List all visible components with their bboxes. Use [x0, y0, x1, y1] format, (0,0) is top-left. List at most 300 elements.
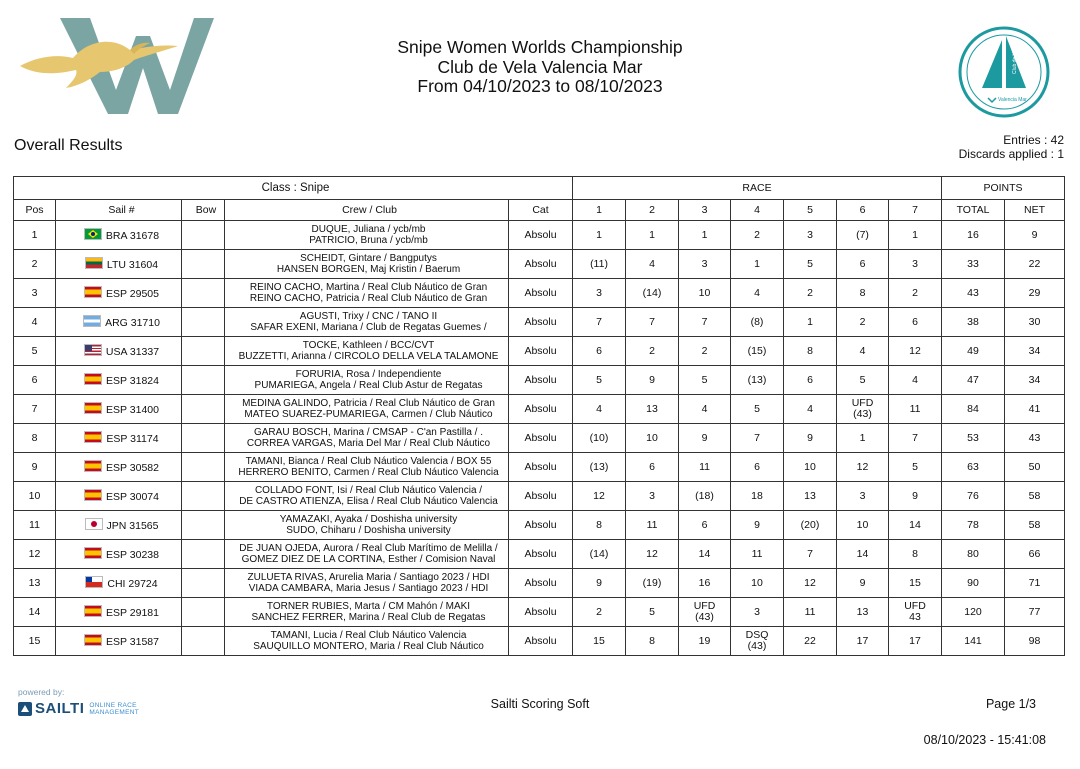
cat-cell: Absolu — [509, 424, 573, 453]
header-race-4: 4 — [731, 200, 784, 221]
net-cell: 77 — [1005, 598, 1065, 627]
sail-number: ARG 31710 — [105, 317, 160, 329]
crew-name: MATEO SUAREZ-PUMARIEGA, Carmen / Club Náutico — [244, 409, 493, 420]
bow-cell — [182, 482, 225, 511]
race-score-value: 22 — [804, 634, 816, 647]
race-score-value: 2 — [649, 344, 655, 357]
crew-cell — [225, 627, 509, 656]
bow-cell — [182, 308, 225, 337]
race-score-value: 7 — [596, 315, 602, 328]
race-4-score — [731, 337, 784, 366]
helm-name: TOCKE, Kathleen / BCC/CVT — [302, 340, 435, 351]
race-7-score — [889, 337, 942, 366]
race-5-score — [784, 598, 837, 627]
race-1-score — [573, 598, 626, 627]
race-4-score — [731, 221, 784, 250]
race-score-value: 14 — [856, 547, 869, 560]
total-cell: 49 — [942, 337, 1005, 366]
sail-number: ESP 29505 — [106, 288, 159, 300]
race-5-score — [784, 279, 837, 308]
race-4-score — [731, 453, 784, 482]
table-row — [14, 511, 1065, 540]
race-score-value: 10 — [804, 460, 816, 473]
race-6-score — [837, 569, 889, 598]
helm-name: ZULUETA RIVAS, Arurelia Maria / Santiago 2023 / HDI — [247, 572, 490, 583]
pos-cell: 15 — [14, 627, 56, 656]
race-1-score — [573, 250, 626, 279]
race-score-value: 6 — [701, 518, 708, 531]
race-score-value: (14) — [589, 547, 609, 560]
pos-cell: 12 — [14, 540, 56, 569]
helm-name: AGUSTI, Trixy / CNC / TANO II — [299, 311, 438, 322]
cat-cell: Absolu — [509, 482, 573, 511]
race-score-value: (10) — [589, 431, 609, 444]
race-score-value: 11 — [751, 547, 763, 560]
header-race-1: 1 — [573, 200, 626, 221]
net-cell: 50 — [1005, 453, 1065, 482]
net-cell: 22 — [1005, 250, 1065, 279]
jpn-flag-icon — [85, 518, 103, 530]
race-4-score — [731, 598, 784, 627]
net-cell: 34 — [1005, 337, 1065, 366]
race-score-value: 5 — [754, 402, 760, 415]
race-2-score — [626, 395, 679, 424]
header-pos: Pos — [14, 200, 56, 221]
race-score-value: 10 — [698, 286, 711, 299]
race-1-score — [573, 627, 626, 656]
race-score-value: 15 — [909, 576, 921, 589]
bow-cell — [182, 540, 225, 569]
race-6-score — [837, 366, 889, 395]
header-net: NET — [1005, 200, 1065, 221]
race-3-score — [679, 395, 731, 424]
race-3-score — [679, 221, 731, 250]
race-7-score — [889, 540, 942, 569]
race-score-value: 6 — [912, 315, 918, 328]
cat-cell: Absolu — [509, 250, 573, 279]
helm-name: TORNER RUBIES, Marta / CM Mahón / MAKI — [266, 601, 471, 612]
cat-cell: Absolu — [509, 395, 573, 424]
total-cell: 78 — [942, 511, 1005, 540]
race-score-value: 5 — [859, 373, 866, 386]
pos-cell: 9 — [14, 453, 56, 482]
table-row — [14, 569, 1065, 598]
esp-flag-icon — [84, 373, 102, 385]
pos-cell: 3 — [14, 279, 56, 308]
race-7-score — [889, 424, 942, 453]
table-row — [14, 250, 1065, 279]
powered-by-block — [18, 687, 148, 717]
bow-cell — [182, 453, 225, 482]
race-7-score — [889, 279, 942, 308]
race-2-score — [626, 511, 679, 540]
table-row — [14, 453, 1065, 482]
net-cell: 58 — [1005, 511, 1065, 540]
crew-cell — [225, 221, 509, 250]
race-group-header: RACE — [573, 177, 942, 200]
bow-cell — [182, 279, 225, 308]
ltu-flag-icon — [85, 257, 103, 269]
bow-cell — [182, 366, 225, 395]
race-3-score — [679, 627, 731, 656]
esp-flag-icon — [84, 605, 102, 617]
bow-cell — [182, 395, 225, 424]
entries-count: Entries : 42 — [1003, 133, 1064, 147]
header-race-5: 5 — [784, 200, 837, 221]
race-score-value: 2 — [754, 228, 760, 241]
race-5-score — [784, 308, 837, 337]
race-5-score — [784, 424, 837, 453]
bow-cell — [182, 598, 225, 627]
race-5-score — [784, 395, 837, 424]
sail-number: ESP 31824 — [106, 375, 159, 387]
race-score-value: 9 — [649, 373, 655, 386]
race-score-value: 1 — [859, 431, 866, 444]
race-1-score — [573, 482, 626, 511]
race-2-score — [626, 482, 679, 511]
race-5-score — [784, 337, 837, 366]
race-4-score — [731, 511, 784, 540]
race-score-value: 19 — [698, 634, 711, 647]
sail-number: ESP 30238 — [106, 549, 159, 561]
race-5-score — [784, 511, 837, 540]
race-score-value: 3 — [596, 286, 602, 299]
race-7-score — [889, 395, 942, 424]
net-cell: 41 — [1005, 395, 1065, 424]
helm-name: FORURIA, Rosa / Independiente — [295, 369, 442, 380]
crew-cell — [225, 308, 509, 337]
w-bird-logo-icon — [18, 14, 218, 118]
race-score-value: 10 — [646, 431, 658, 444]
race-score-points: (43) — [853, 408, 872, 420]
esp-flag-icon — [84, 547, 102, 559]
helm-name: TAMANI, Lucia / Real Club Náutico Valencia — [270, 630, 467, 641]
cat-cell: Absolu — [509, 308, 573, 337]
esp-flag-icon — [84, 634, 102, 646]
race-score-value: DSQ — [745, 629, 769, 641]
total-cell: 63 — [942, 453, 1005, 482]
race-score-value: UFD — [904, 600, 926, 612]
pos-cell: 13 — [14, 569, 56, 598]
total-cell: 84 — [942, 395, 1005, 424]
race-score-value: (19) — [642, 576, 662, 589]
sail-cell — [56, 627, 182, 656]
race-1-score — [573, 511, 626, 540]
race-score-value: (8) — [750, 315, 764, 328]
race-6-score — [837, 308, 889, 337]
race-score-value: 7 — [649, 315, 655, 328]
race-3-score — [679, 308, 731, 337]
championship-logo — [18, 14, 218, 118]
race-3-score — [679, 540, 731, 569]
table-header-row — [14, 200, 1065, 221]
header-sail: Sail # — [56, 200, 182, 221]
race-2-score — [626, 279, 679, 308]
sail-cell — [56, 366, 182, 395]
sail-cell — [56, 308, 182, 337]
race-score-value: 6 — [859, 257, 866, 270]
race-score-points: 43 — [909, 611, 921, 623]
race-score-value: 9 — [596, 576, 602, 589]
crew-name: SANCHEZ FERRER, Marina / Real Club de Regatas — [251, 612, 486, 623]
race-score-value: (20) — [800, 518, 820, 531]
table-row — [14, 279, 1065, 308]
cat-cell: Absolu — [509, 366, 573, 395]
bow-cell — [182, 221, 225, 250]
sail-cell — [56, 598, 182, 627]
sailti-icon — [18, 702, 32, 716]
race-2-score — [626, 308, 679, 337]
print-datetime: 08/10/2023 - 15:41:08 — [923, 733, 1046, 747]
race-4-score — [731, 482, 784, 511]
race-1-score — [573, 540, 626, 569]
helm-name: TAMANI, Bianca / Real Club Náutico Valencia / BOX 55 — [245, 456, 492, 467]
race-score-value: 9 — [859, 576, 866, 589]
race-score-value: (18) — [695, 489, 714, 502]
race-score-value: 9 — [807, 431, 813, 444]
race-5-score — [784, 221, 837, 250]
race-3-score — [679, 250, 731, 279]
sailti-tagline-1: ONLINE RACE — [89, 701, 137, 709]
pos-cell: 8 — [14, 424, 56, 453]
race-score-value: 2 — [912, 286, 918, 299]
race-score-value: 14 — [909, 518, 921, 531]
sail-cell — [56, 250, 182, 279]
race-6-score — [837, 424, 889, 453]
race-score-value: 15 — [593, 634, 605, 647]
usa-flag-icon — [84, 344, 102, 356]
race-score-value: 6 — [754, 460, 760, 473]
race-4-score — [731, 627, 784, 656]
race-score-value: 1 — [912, 228, 918, 241]
race-score-value: 17 — [909, 634, 921, 647]
race-1-score — [573, 337, 626, 366]
race-3-score — [679, 366, 731, 395]
results-table — [13, 176, 1065, 656]
net-cell: 58 — [1005, 482, 1065, 511]
race-score-value: 1 — [754, 257, 760, 270]
club-logo-subtext: Valencia Mar — [998, 97, 1027, 103]
total-cell: 141 — [942, 627, 1005, 656]
race-6-score — [837, 482, 889, 511]
race-score-value: UFD — [693, 600, 716, 612]
cat-cell: Absolu — [509, 627, 573, 656]
net-cell: 9 — [1005, 221, 1065, 250]
table-group-header-row — [14, 177, 1065, 200]
crew-cell — [225, 250, 509, 279]
race-score-value: 2 — [807, 286, 813, 299]
helm-name: COLLADO FONT, Isi / Real Club Náutico Valencia / — [254, 485, 483, 496]
race-5-score — [784, 540, 837, 569]
race-score-value: 3 — [859, 489, 866, 502]
race-4-score — [731, 279, 784, 308]
race-4-score — [731, 569, 784, 598]
race-score-value: 5 — [596, 373, 602, 386]
total-cell: 76 — [942, 482, 1005, 511]
race-6-score — [837, 598, 889, 627]
race-score-value: 3 — [754, 605, 760, 618]
crew-name: DE CASTRO ATIENZA, Elisa / Real Club Náutico Valencia — [239, 496, 498, 507]
net-cell: 66 — [1005, 540, 1065, 569]
net-cell: 71 — [1005, 569, 1065, 598]
header-cat: Cat — [509, 200, 573, 221]
sail-cell — [56, 569, 182, 598]
race-score-value: 7 — [912, 431, 918, 444]
race-6-score — [837, 250, 889, 279]
race-score-value: 4 — [859, 344, 866, 357]
event-title: Snipe Women Worlds Championship — [397, 37, 683, 57]
header-bow: Bow — [182, 200, 225, 221]
race-4-score — [731, 250, 784, 279]
cat-cell: Absolu — [509, 540, 573, 569]
race-score-value: 3 — [649, 489, 655, 502]
header-race-2: 2 — [626, 200, 679, 221]
race-score-value: 11 — [804, 605, 816, 618]
race-2-score — [626, 366, 679, 395]
class-label: Class : Snipe — [14, 177, 573, 200]
esp-flag-icon — [84, 460, 102, 472]
crew-cell — [225, 395, 509, 424]
total-cell: 120 — [942, 598, 1005, 627]
race-score-value: 8 — [649, 634, 655, 647]
race-score-value: (15) — [747, 344, 767, 357]
document-header — [340, 38, 740, 97]
venue-title: Club de Vela Valencia Mar — [437, 56, 643, 77]
pos-cell: 6 — [14, 366, 56, 395]
scoring-software: Sailti Scoring Soft — [490, 697, 590, 711]
results-title: Overall Results — [14, 137, 123, 154]
race-score-points: (43) — [695, 611, 714, 623]
header-race-7: 7 — [889, 200, 942, 221]
header-crew: Crew / Club — [225, 200, 509, 221]
cat-cell: Absolu — [509, 337, 573, 366]
race-score-value: 8 — [807, 344, 813, 357]
race-score-value: 4 — [649, 257, 655, 270]
race-4-score — [731, 395, 784, 424]
race-5-score — [784, 627, 837, 656]
club-vela-valencia-mar-logo-icon — [958, 26, 1050, 118]
net-cell: 34 — [1005, 366, 1065, 395]
race-6-score — [837, 279, 889, 308]
race-score-value: (11) — [590, 257, 608, 270]
sail-number: ESP 31400 — [106, 404, 159, 416]
net-cell: 43 — [1005, 424, 1065, 453]
race-score-value: UFD — [851, 397, 874, 409]
sail-cell — [56, 221, 182, 250]
crew-cell — [225, 482, 509, 511]
bow-cell — [182, 337, 225, 366]
race-7-score — [889, 366, 942, 395]
race-6-score — [837, 511, 889, 540]
race-score-value: 11 — [646, 518, 658, 531]
race-4-score — [731, 424, 784, 453]
race-2-score — [626, 598, 679, 627]
race-7-score — [889, 627, 942, 656]
crew-cell — [225, 453, 509, 482]
race-score-value: 12 — [856, 460, 869, 473]
race-score-value: 1 — [807, 315, 813, 328]
crew-name: SUDO, Chiharu / Doshisha university — [286, 525, 451, 536]
sail-cell — [56, 424, 182, 453]
entries-summary — [959, 133, 1064, 161]
crew-name: VIADA CAMBARA, Maria Jesus / Santiago 2023 / HDI — [248, 583, 489, 594]
race-1-score — [573, 308, 626, 337]
race-score-value: 16 — [698, 576, 711, 589]
race-score-value: 12 — [804, 576, 816, 589]
race-2-score — [626, 627, 679, 656]
esp-flag-icon — [84, 489, 102, 501]
discards-applied: Discards applied : 1 — [958, 147, 1064, 161]
total-cell: 90 — [942, 569, 1005, 598]
race-1-score — [573, 424, 626, 453]
race-6-score — [837, 627, 889, 656]
race-3-score — [679, 482, 731, 511]
crew-cell — [225, 279, 509, 308]
table-row — [14, 395, 1065, 424]
helm-name: DUQUE, Juliana / ycb/mb — [311, 224, 426, 235]
sail-number: JPN 31565 — [106, 520, 159, 532]
bow-cell — [182, 250, 225, 279]
sail-cell — [56, 453, 182, 482]
sail-cell — [56, 279, 182, 308]
sail-number: ESP 30582 — [106, 462, 159, 474]
race-score-value: 5 — [912, 460, 918, 473]
race-5-score — [784, 366, 837, 395]
total-cell: 33 — [942, 250, 1005, 279]
race-score-value: 8 — [596, 518, 602, 531]
race-score-value: 10 — [751, 576, 763, 589]
race-6-score — [837, 453, 889, 482]
table-row — [14, 598, 1065, 627]
race-2-score — [626, 540, 679, 569]
crew-name: PUMARIEGA, Angela / Real Club Astur de Regatas — [254, 380, 483, 391]
table-row — [14, 221, 1065, 250]
race-2-score — [626, 337, 679, 366]
sail-number: ESP 31174 — [106, 433, 159, 445]
pos-cell: 11 — [14, 511, 56, 540]
race-4-score — [731, 366, 784, 395]
crew-name: REINO CACHO, Patricia / Real Club Náutico de Gran — [249, 293, 488, 304]
crew-cell — [225, 540, 509, 569]
table-row — [14, 308, 1065, 337]
race-score-value: (7) — [856, 228, 869, 241]
race-5-score — [784, 569, 837, 598]
helm-name: REINO CACHO, Martina / Real Club Náutico de Gran — [249, 282, 488, 293]
race-score-value: 8 — [912, 547, 918, 560]
race-score-value: 13 — [804, 489, 816, 502]
crew-cell — [225, 366, 509, 395]
race-6-score — [837, 540, 889, 569]
powered-by-label: powered by: — [18, 687, 65, 697]
race-score-value: 9 — [701, 431, 708, 444]
crew-name: HERRERO BENITO, Carmen / Real Club Náutico Valencia — [238, 467, 499, 478]
race-score-value: 3 — [807, 228, 813, 241]
race-score-value: 12 — [593, 489, 605, 502]
race-score-value: (14) — [642, 286, 662, 299]
net-cell: 29 — [1005, 279, 1065, 308]
race-2-score — [626, 424, 679, 453]
race-score-value: 3 — [701, 257, 708, 270]
race-score-value: 2 — [701, 344, 708, 357]
race-1-score — [573, 395, 626, 424]
race-2-score — [626, 453, 679, 482]
crew-cell — [225, 511, 509, 540]
race-6-score — [837, 221, 889, 250]
header-race-3: 3 — [679, 200, 731, 221]
race-1-score — [573, 279, 626, 308]
crew-name: BUZZETTI, Arianna / CIRCOLO DELLA VELA TALAMONE — [238, 351, 499, 362]
sail-number: USA 31337 — [105, 346, 160, 358]
